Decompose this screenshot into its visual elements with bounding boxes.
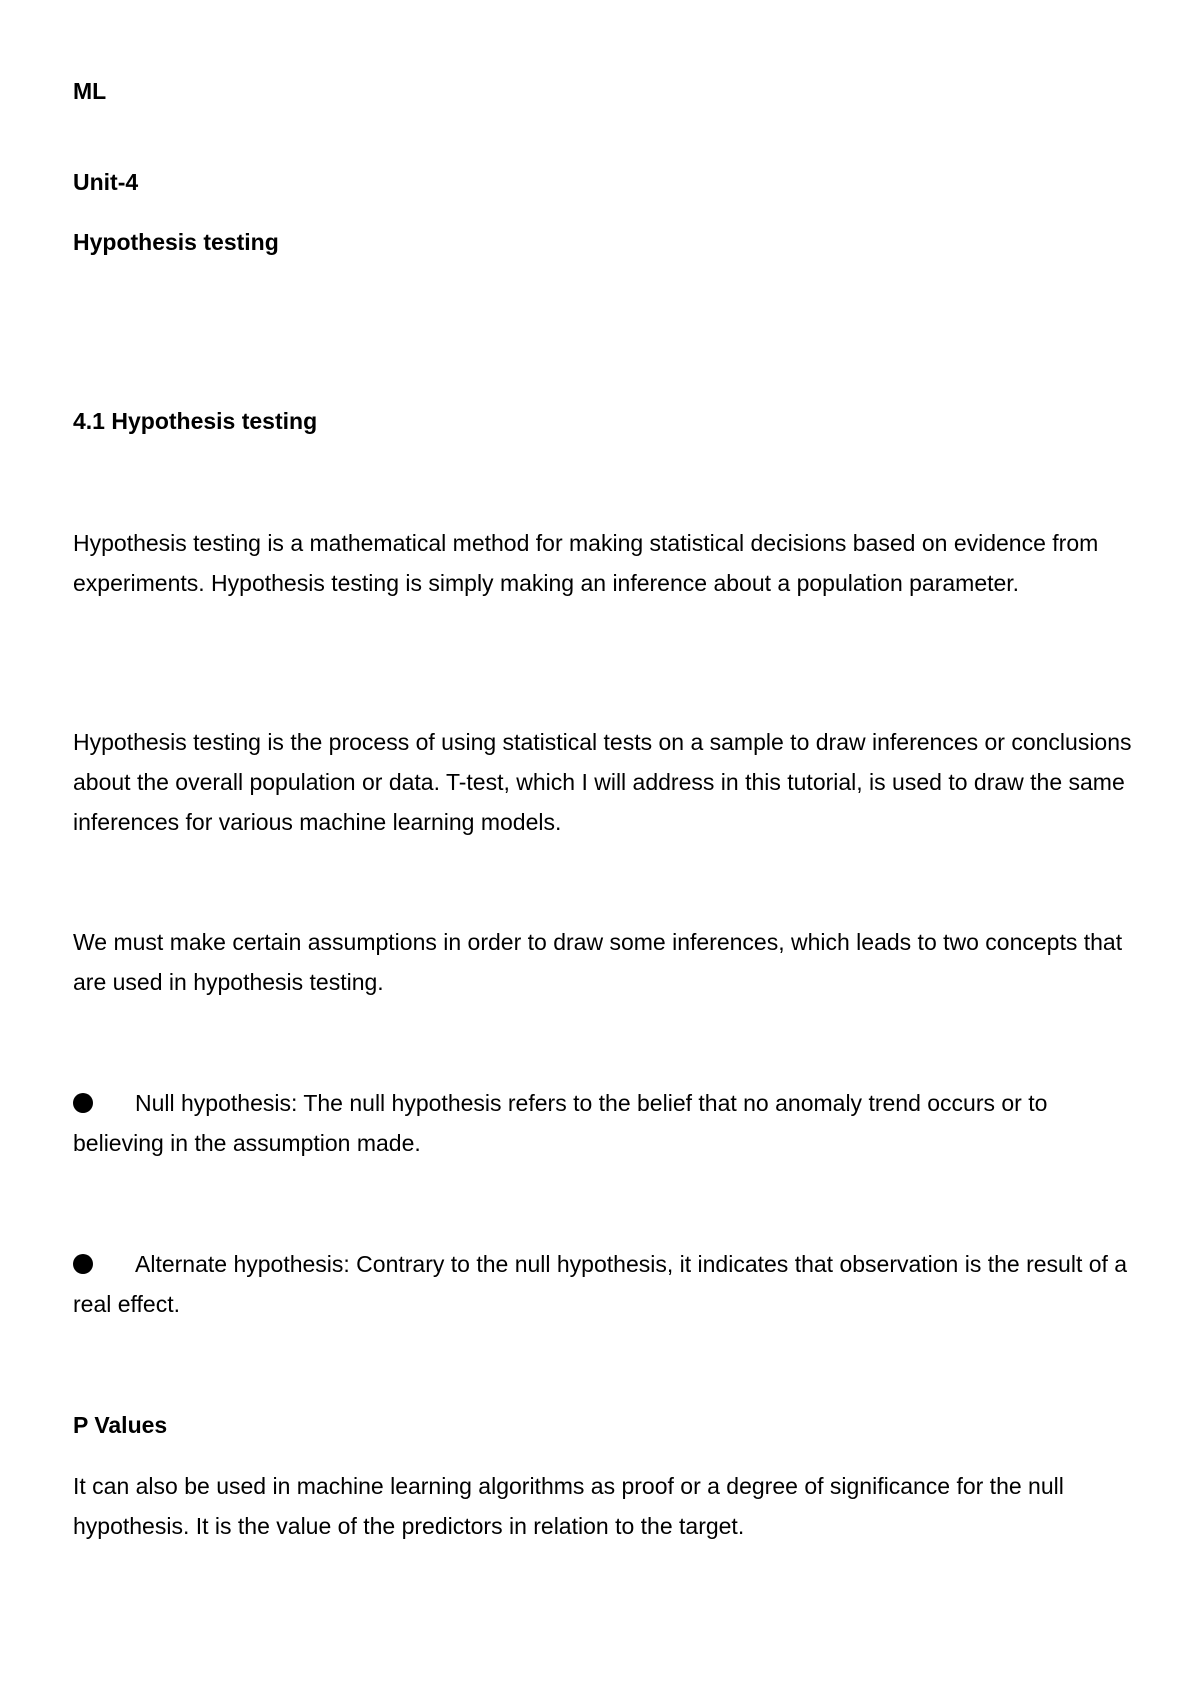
paragraph-assumptions: We must make certain assumptions in order to draw some inferences, which leads to two concepts that are used in hypothesis testing. [73, 929, 1123, 995]
bullet-item-null-hypothesis [73, 1083, 1133, 1163]
p-values-heading: P Values [73, 1412, 168, 1438]
bullet-dot-icon [73, 1254, 93, 1274]
paragraph-p-values: It can also be used in machine learning algorithms as proof or a degree of significance for the null hypothesis. It is the value of the predictors in relation to the target. [73, 1473, 1064, 1539]
paragraph-definition: Hypothesis testing is a mathematical method for making statistical decisions based on evidence from experiments. Hypothesis testing is simply making an inference about a population parameter. [73, 530, 1099, 596]
section-heading: 4.1 Hypothesis testing [73, 408, 318, 434]
course-title: ML [73, 78, 107, 104]
bullet-item-alternate-hypothesis [73, 1244, 1133, 1324]
bullet-text: Null hypothesis: The null hypothesis refers to the belief that no anomaly trend occurs or to believing in the assumption made. [73, 1090, 1048, 1156]
bullet-text: Alternate hypothesis: Contrary to the null hypothesis, it indicates that observation is the result of a real effect. [73, 1251, 1128, 1317]
topic-title: Hypothesis testing [73, 229, 279, 255]
bullet-dot-icon [73, 1093, 93, 1113]
unit-title: Unit-4 [73, 169, 139, 195]
paragraph-process: Hypothesis testing is the process of using statistical tests on a sample to draw inferences or conclusions about the overall population or data. T-test, which I will address in this tutorial, is used to draw the same inferences for various machine learning models. [73, 729, 1132, 835]
